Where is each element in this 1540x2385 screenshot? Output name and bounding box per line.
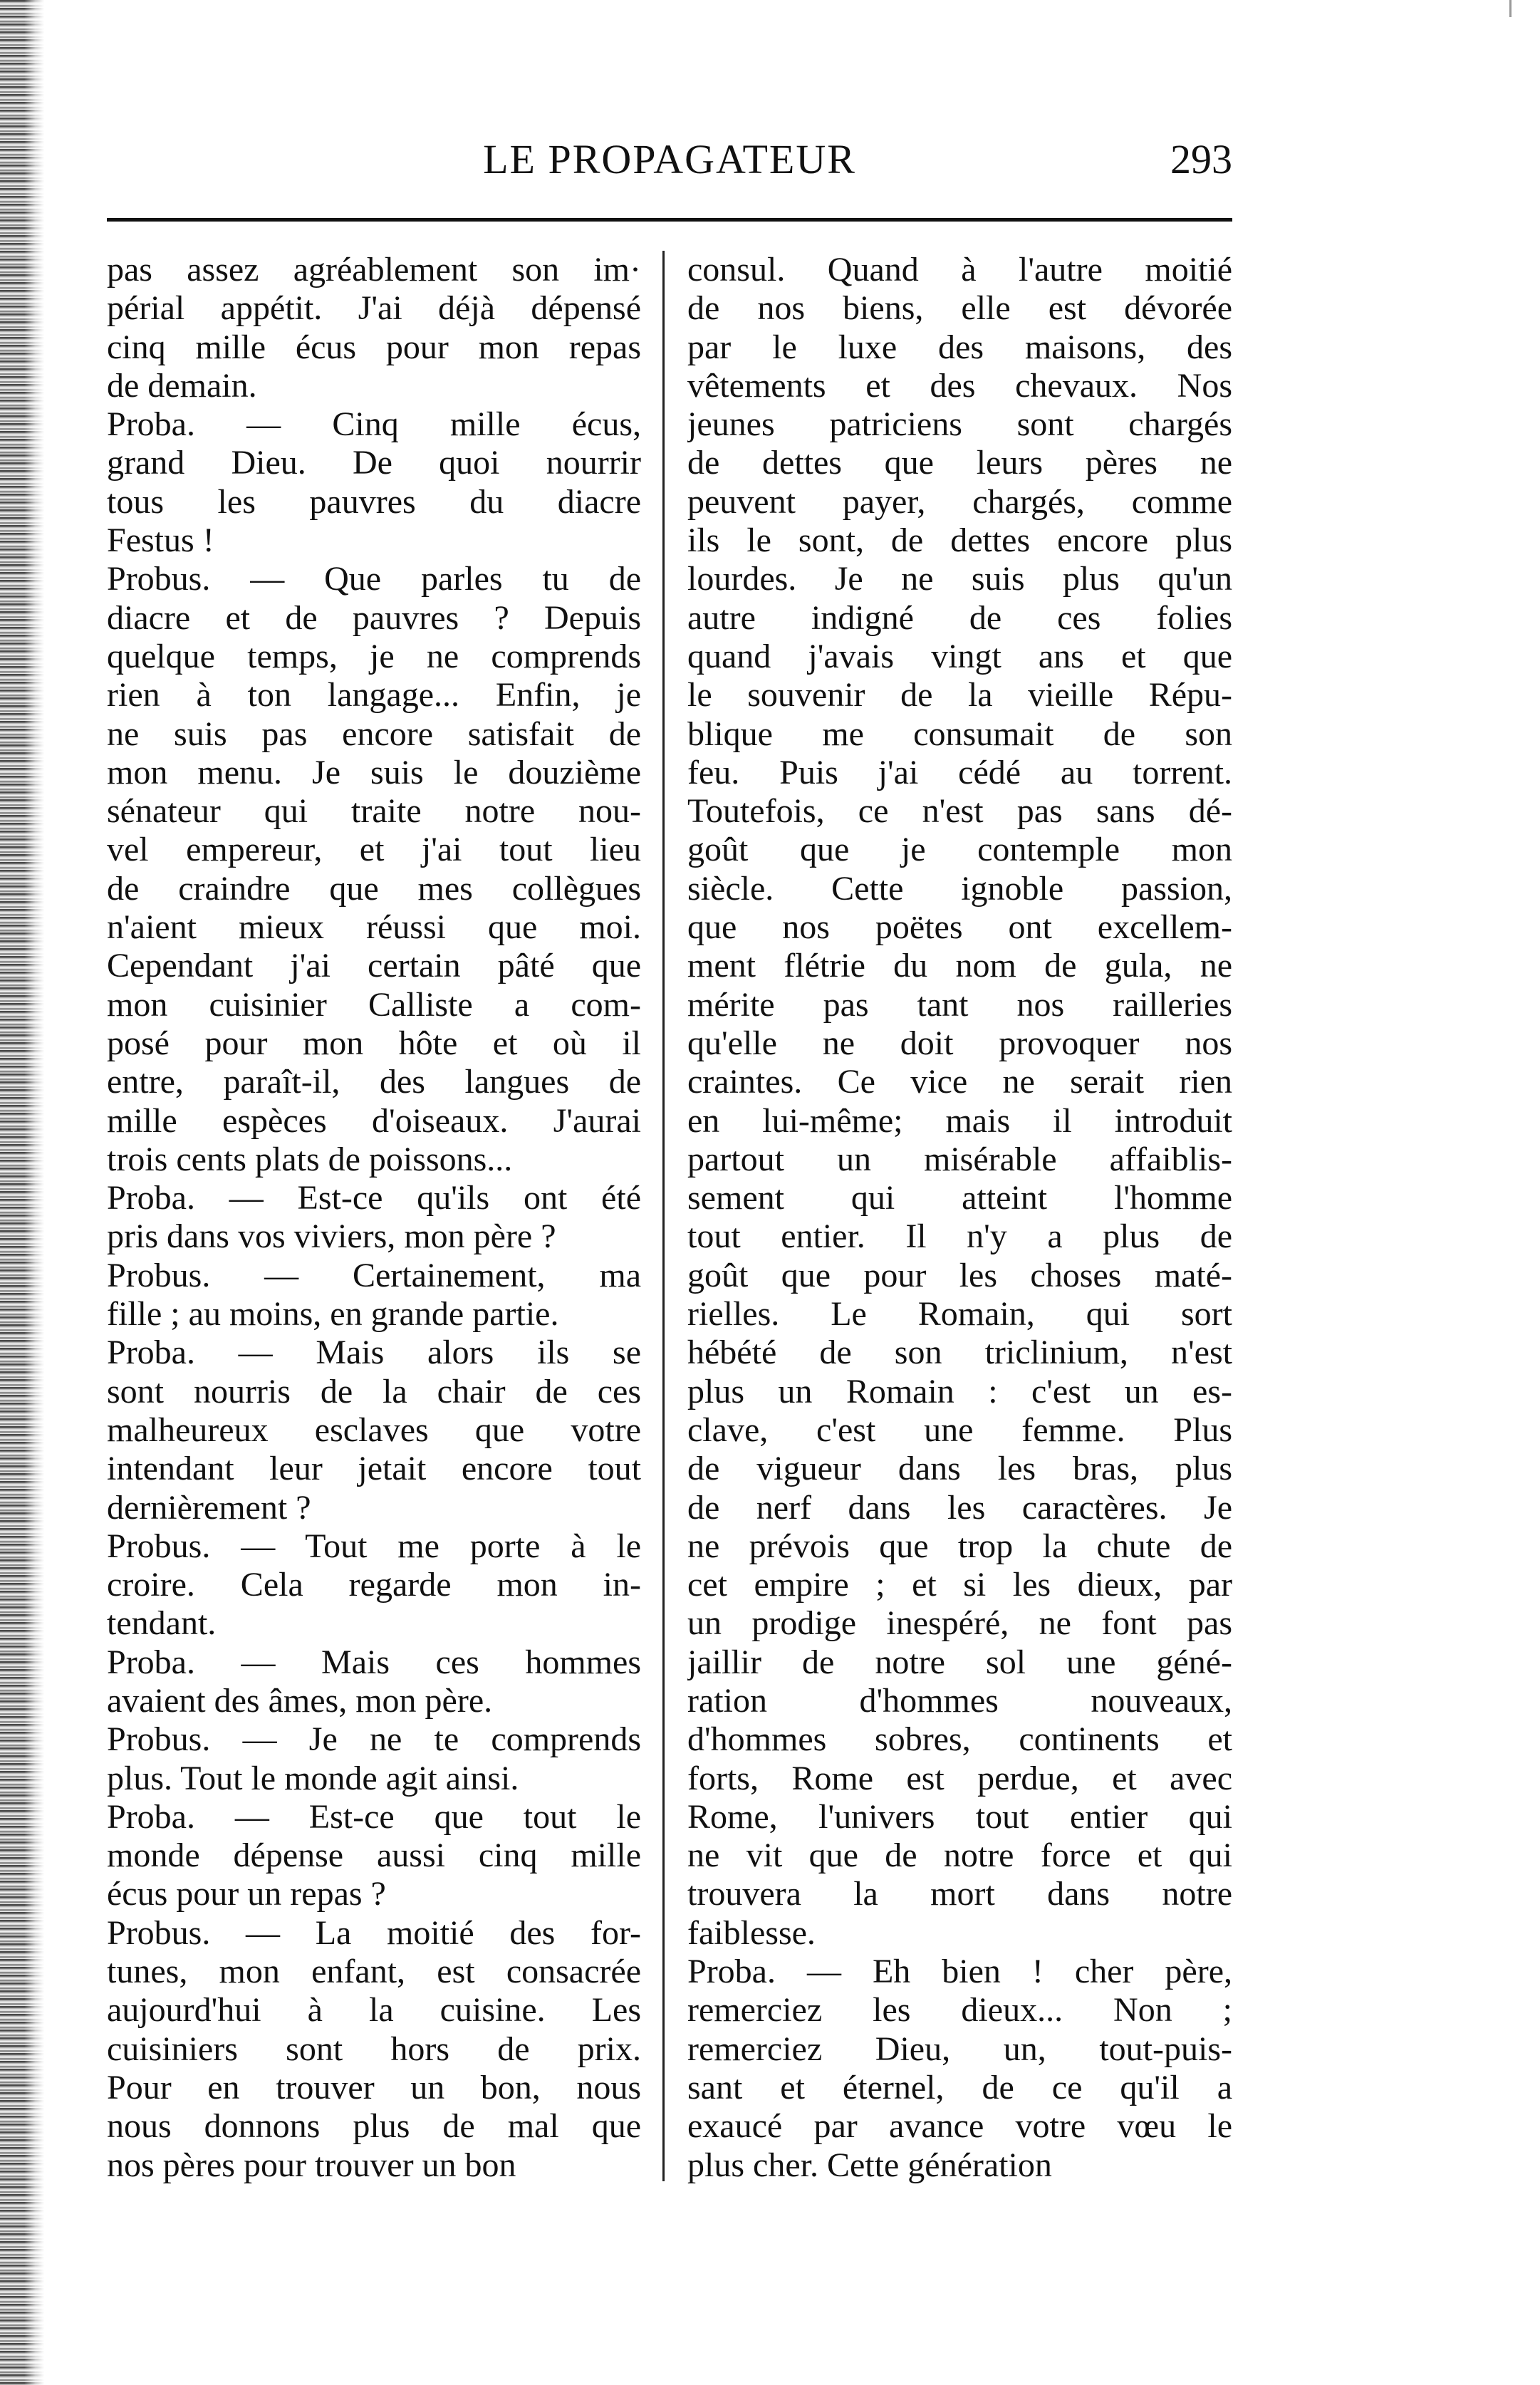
text-line: de dettes que leurs pères ne	[687, 444, 1232, 482]
text-line: tout entier. Il n'y a plus de	[687, 1217, 1232, 1256]
text-line: cet empire ; et si les dieux, par	[687, 1566, 1232, 1604]
text-line: Toutefois, ce n'est pas sans dé-	[687, 792, 1232, 831]
text-line: quelque temps, je ne comprends	[107, 637, 641, 675]
running-head	[107, 135, 1232, 185]
text-line: croire. Cela regarde mon in-	[107, 1566, 641, 1604]
text-line: rielles. Le Romain, qui sort	[687, 1295, 1232, 1334]
text-line: sant et éternel, de ce qu'il a	[687, 2068, 1232, 2106]
text-line: sont nourris de la chair de ces	[107, 1372, 641, 1410]
text-line: Probus. — Que parles tu de	[107, 560, 641, 598]
text-line: peuvent payer, chargés, comme	[687, 482, 1232, 521]
text-line: grand Dieu. De quoi nourrir	[107, 444, 641, 482]
text-line: plus cher. Cette génération	[687, 2146, 1052, 2184]
text-line: ne prévois que trop la chute de	[687, 1527, 1232, 1565]
text-line: n'aient mieux réussi que moi.	[107, 908, 641, 947]
text-line: goût que pour les choses maté-	[687, 1256, 1232, 1294]
text-line: remerciez Dieu, un, tout-puis-	[687, 2030, 1232, 2068]
text-line: par le luxe des maisons, des	[687, 328, 1232, 366]
text-line: mérite pas tant nos railleries	[687, 985, 1232, 1024]
text-line: craintes. Ce vice ne serait rien	[687, 1063, 1232, 1101]
text-line: ne vit que de notre force et qui	[687, 1836, 1232, 1875]
text-line: plus. Tout le monde agit ainsi.	[107, 1759, 519, 1797]
right-column	[687, 251, 1232, 2185]
text-line: ment flétrie du nom de gula, ne	[687, 947, 1232, 985]
text-line: Proba. — Est-ce qu'ils ont été	[107, 1179, 641, 1217]
page-number: 293	[1170, 136, 1232, 182]
text-line: trois cents plats de poissons...	[107, 1140, 513, 1178]
text-line: nos pères pour trouver un bon	[107, 2146, 516, 2184]
binding-edge	[0, 0, 44, 2385]
text-line: jeunes patriciens sont chargés	[687, 405, 1232, 444]
text-line: feu. Puis j'ai cédé au torrent.	[687, 753, 1232, 791]
text-line: un prodige inespéré, ne font pas	[687, 1604, 1232, 1643]
text-line: tous les pauvres du diacre	[107, 482, 641, 521]
text-line: Probus. — Certainement, ma	[107, 1256, 641, 1294]
text-line: tunes, mon enfant, est consacrée	[107, 1953, 641, 1991]
text-line: Probus. — Tout me porte à le	[107, 1527, 641, 1565]
text-line: autre indigné de ces folies	[687, 598, 1232, 637]
text-line: Pour en trouver un bon, nous	[107, 2068, 641, 2106]
text-line: de demain.	[107, 366, 257, 405]
text-line: cuisiniers sont hors de prix.	[107, 2030, 641, 2068]
text-line: consul. Quand à l'autre moitié	[687, 251, 1232, 289]
text-line: siècle. Cette ignoble passion,	[687, 869, 1232, 908]
page-title: LE PROPAGATEUR	[483, 136, 856, 182]
text-line: pris dans vos viviers, mon père ?	[107, 1217, 556, 1256]
text-line: entre, paraît-il, des langues de	[107, 1063, 641, 1101]
text-line: remerciez les dieux... Non ;	[687, 1991, 1232, 2030]
text-line: malheureux esclaves que votre	[107, 1410, 641, 1449]
text-line: goût que je contemple mon	[687, 831, 1232, 869]
text-line: Festus !	[107, 521, 214, 560]
text-line: avaient des âmes, mon père.	[107, 1681, 493, 1720]
text-line: qu'elle ne doit provoquer nos	[687, 1024, 1232, 1062]
text-line: mon menu. Je suis le douzième	[107, 753, 641, 791]
text-line: périal appétit. J'ai déjà dépensé	[107, 289, 641, 328]
text-line: écus pour un repas ?	[107, 1875, 386, 1913]
text-line: Cependant j'ai certain pâté que	[107, 947, 641, 985]
text-line: cinq mille écus pour mon repas	[107, 328, 641, 366]
text-line: exaucé par avance votre vœu le	[687, 2107, 1232, 2146]
text-line: fille ; au moins, en grande partie.	[107, 1295, 559, 1334]
text-line: ration d'hommes nouveaux,	[687, 1681, 1232, 1720]
text-line: Proba. — Mais ces hommes	[107, 1643, 641, 1681]
text-line: en lui-même; mais il introduit	[687, 1101, 1232, 1140]
text-line: hébété de son triclinium, n'est	[687, 1334, 1232, 1372]
text-line: ils le sont, de dettes encore plus	[687, 521, 1232, 560]
text-line: intendant leur jetait encore tout	[107, 1450, 641, 1488]
text-line: posé pour mon hôte et où il	[107, 1024, 641, 1062]
text-line: le souvenir de la vieille Répu-	[687, 676, 1232, 715]
text-line: vêtements et des chevaux. Nos	[687, 366, 1232, 405]
text-line: aujourd'hui à la cuisine. Les	[107, 1991, 641, 2030]
text-line: dernièrement ?	[107, 1488, 311, 1527]
text-line: blique me consumait de son	[687, 715, 1232, 753]
scan-mark	[1509, 0, 1512, 17]
text-line: partout un misérable affaiblis-	[687, 1140, 1232, 1178]
text-line: de craindre que mes collègues	[107, 869, 641, 908]
text-line: que nos poëtes ont excellem-	[687, 908, 1232, 947]
text-line: rien à ton langage... Enfin, je	[107, 676, 641, 715]
header-rule	[107, 218, 1232, 222]
text-line: vel empereur, et j'ai tout lieu	[107, 831, 641, 869]
text-line: Rome, l'univers tout entier qui	[687, 1797, 1232, 1836]
text-line: tendant.	[107, 1604, 217, 1643]
text-line: ne suis pas encore satisfait de	[107, 715, 641, 753]
text-line: diacre et de pauvres ? Depuis	[107, 598, 641, 637]
text-line: jaillir de notre sol une géné-	[687, 1643, 1232, 1681]
text-line: Proba. — Mais alors ils se	[107, 1334, 641, 1372]
text-line: de nos biens, elle est dévorée	[687, 289, 1232, 328]
text-line: Proba. — Est-ce que tout le	[107, 1797, 641, 1836]
text-line: Proba. — Cinq mille écus,	[107, 405, 641, 444]
text-line: Probus. — Je ne te comprends	[107, 1720, 641, 1759]
text-line: Proba. — Eh bien ! cher père,	[687, 1953, 1232, 1991]
text-line: sement qui atteint l'homme	[687, 1179, 1232, 1217]
text-line: de vigueur dans les bras, plus	[687, 1450, 1232, 1488]
text-line: Probus. — La moitié des for-	[107, 1913, 641, 1952]
text-line: d'hommes sobres, continents et	[687, 1720, 1232, 1759]
text-line: lourdes. Je ne suis plus qu'un	[687, 560, 1232, 598]
text-line: forts, Rome est perdue, et avec	[687, 1759, 1232, 1797]
text-line: monde dépense aussi cinq mille	[107, 1836, 641, 1875]
text-line: plus un Romain : c'est un es-	[687, 1372, 1232, 1410]
text-line: nous donnons plus de mal que	[107, 2107, 641, 2146]
text-line: mon cuisinier Calliste a com-	[107, 985, 641, 1024]
text-line: trouvera la mort dans notre	[687, 1875, 1232, 1913]
text-line: quand j'avais vingt ans et que	[687, 637, 1232, 675]
text-line: faiblesse.	[687, 1913, 816, 1952]
text-line: de nerf dans les caractères. Je	[687, 1488, 1232, 1527]
text-line: clave, c'est une femme. Plus	[687, 1410, 1232, 1449]
column-divider	[662, 251, 665, 2181]
left-column	[107, 251, 641, 2185]
text-line: pas assez agréablement son im·	[107, 251, 641, 289]
text-line: mille espèces d'oiseaux. J'aurai	[107, 1101, 641, 1140]
text-line: sénateur qui traite notre nou-	[107, 792, 641, 831]
